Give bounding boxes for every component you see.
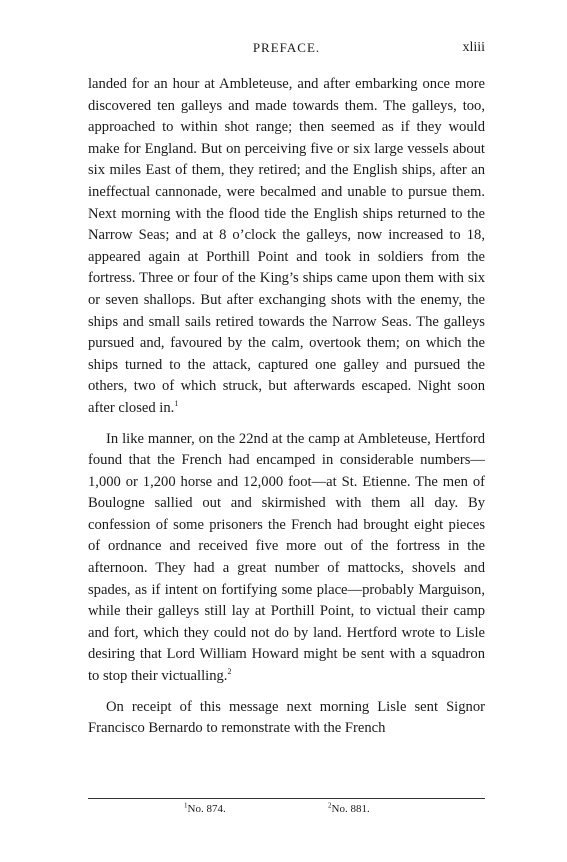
footnote-2-mark: 2 bbox=[328, 801, 332, 810]
body-text bbox=[88, 74, 485, 740]
page-number: xliii bbox=[462, 40, 485, 55]
paragraph-3-text: On receipt of this message next morning Lisle sent Signor Francisco Bernardo to remonstrate with the French bbox=[88, 698, 485, 737]
footnote-ref-2: 2 bbox=[227, 667, 232, 677]
footnote-ref-1: 1 bbox=[174, 399, 179, 409]
paragraph-2-text: In like manner, on the 22nd at the camp at Ambleteuse, Hertford found that the French had encamped in considerable numbers—1,000 or 1,200 horse and 12,000 foot—at St. Etienne. The men of Boulogne sallied out and skirmished with them all day. By confession of some prisoners the French had brought eight pieces of ordnance and received five more out of the fortress in the afternoon. They had a great number of mattocks, shovels and spades, as if intent on fortifying some place—probably Marguison, while their galleys still lay at Porthill Point, to victual their camp and fort, which they could not do by land. Hertford wrote to Lisle desiring that Lord William Howard might be sent with a squadron to stop their victualling. bbox=[88, 430, 485, 685]
footnote-1-mark: 1 bbox=[184, 801, 188, 810]
footnote-2-text: No. 881. bbox=[331, 803, 370, 815]
footnote-2 bbox=[328, 803, 370, 815]
paragraph-1-text: landed for an hour at Ambleteuse, and after embarking once more discovered ten galleys and made towards them. The galleys, too, approached to within shot range; then seemed as if they would make for England. But on perceiving five or six large vessels about six miles East of them, they retired; and the English ships, after an ineffectual cannonade, were becalmed and unable to pursue them. Next morning with the flood tide the English ships returned to the Narrow Seas; and at 8 o’clock the galleys, now increased to 18, appeared again at Porthill Point and took in soldiers from the fortress. Three or four of the King’s ships came upon them with six or seven shallops. But after exchanging shots with the enemy, the ships and small sails retired towards the Narrow Seas. The galleys pursued and, favoured by the calm, overtook them; on which the ships turned to the attack, captured one galley and pursued the others, two of which struck, but afterwards escaped. Night soon after closed in. bbox=[88, 76, 485, 416]
paragraph-3 bbox=[88, 697, 485, 740]
footnote-1-text: No. 874. bbox=[187, 803, 226, 815]
page-header bbox=[88, 40, 485, 60]
footnote-1 bbox=[184, 803, 226, 815]
paragraph-1 bbox=[88, 74, 485, 420]
running-head: PREFACE. bbox=[252, 40, 321, 55]
footnote-divider bbox=[88, 798, 485, 799]
paragraph-2 bbox=[88, 429, 485, 688]
